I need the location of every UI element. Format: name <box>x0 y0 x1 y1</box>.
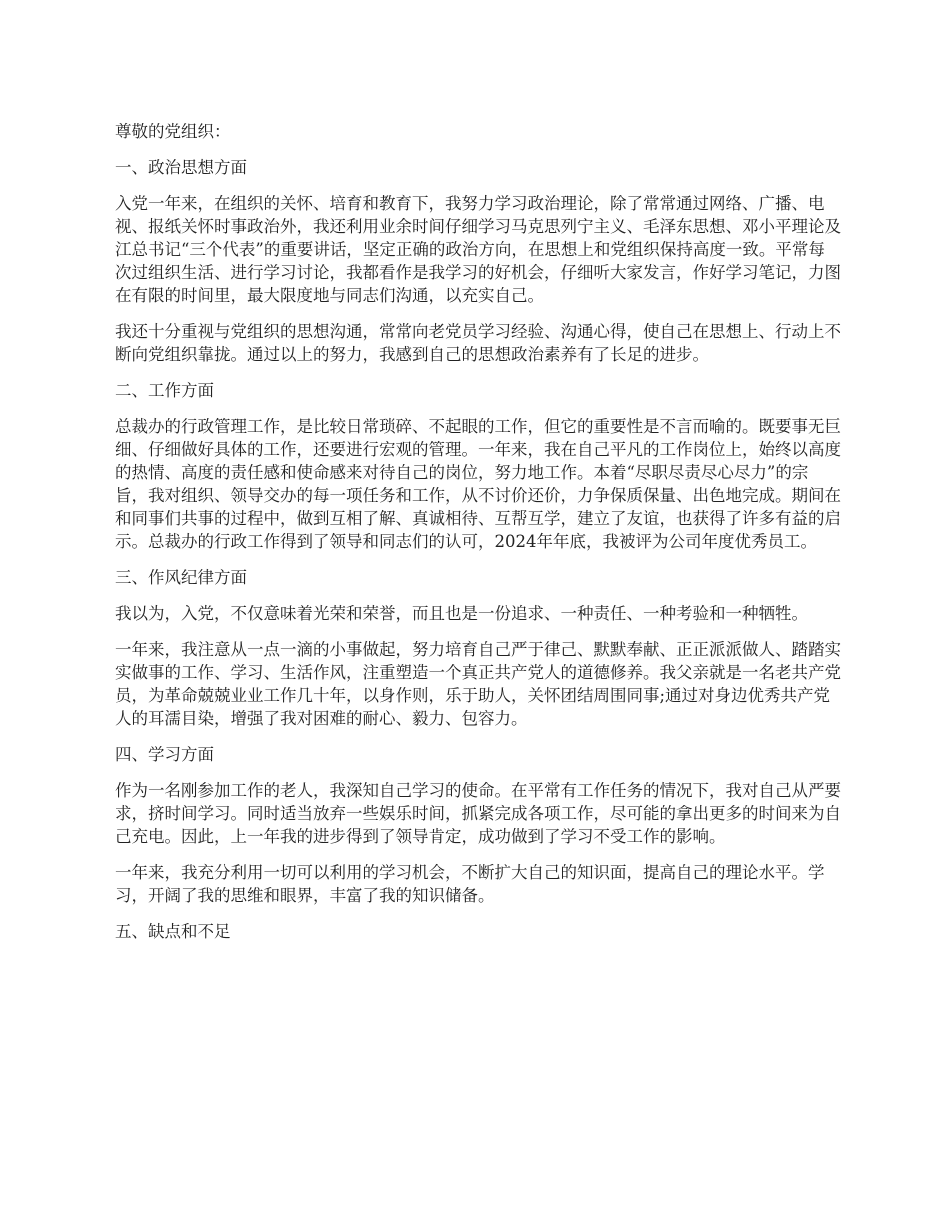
document-body <box>115 120 841 956</box>
section-heading-shortcomings: 五、缺点和不足 <box>115 922 231 941</box>
paragraph-discipline-1: 我以为，入党，不仅意味着光荣和荣誉，而且也是一份追求、一种责任、一种考验和一种牺牲。 <box>115 604 808 623</box>
paragraph-politics-1: 入党一年来，在组织的关怀、培育和教育下，我努力学习政治理论，除了常常通过网络、广播、电视、报纸关怀时事政治外，我还利用业余时间仔细学习马克思列宁主义、毛泽东思想、邓小平理论及江总书记“三个代表”的重要讲话，坚定正确的政治方向，在思想上和党组织保持高度一致。平常每次过组织生活、进行学习讨论，我都看作是我学习的好机会，仔细听大家发言，作好学习笔记，力图在有限的时间里，最大限度地与同志们沟通，以充实自己。 <box>115 194 841 305</box>
section-heading-politics: 一、政治思想方面 <box>115 158 247 177</box>
paragraph-study-1: 作为一名刚参加工作的老人，我深知自己学习的使命。在平常有工作任务的情况下，我对自己从严要求，挤时间学习。同时适当放弃一些娱乐时间，抓紧完成各项工作，尽可能的拿出更多的时间来为自己充电。因此，上一年我的进步得到了领导肯定，成功做到了学习不受工作的影响。 <box>115 781 841 846</box>
paragraph-study-2: 一年来，我充分利用一切可以利用的学习机会，不断扩大自己的知识面，提高自己的理论水平。学习，开阔了我的思维和眼界，丰富了我的知识储备。 <box>115 863 825 905</box>
salutation: 尊敬的党组织： <box>115 122 231 141</box>
section-heading-discipline: 三、作风纪律方面 <box>115 568 247 587</box>
paragraph-work-1: 总裁办的行政管理工作，是比较日常琐碎、不起眼的工作，但它的重要性是不言而喻的。既要事无巨细、仔细做好具体的工作，还要进行宏观的管理。一年来，我在自己平凡的工作岗位上，始终以高度的热情、高度的责任感和使命感来对待自己的岗位，努力地工作。本着“尽职尽责尽心尽力”的宗旨，我对组织、领导交办的每一项任务和工作，从不讨价还价，力争保质保量、出色地完成。期间在和同事们共事的过程中，做到互相了解、真诚相待、互帮互学，建立了友谊，也获得了许多有益的启示。总裁办的行政工作得到了领导和同志们的认可，2024年年底，我被评为公司年度优秀员工。 <box>115 417 841 551</box>
section-heading-work: 二、工作方面 <box>115 381 214 400</box>
paragraph-discipline-2: 一年来，我注意从一点一滴的小事做起，努力培育自己严于律己、默默奉献、正正派派做人、踏踏实实做事的工作、学习、生活作风，注重塑造一个真正共产党人的道德修养。我父亲就是一名老共产党员，为革命兢兢业业工作几十年，以身作则，乐于助人，关怀团结周围同事;通过对身边优秀共产党人的耳濡目染，增强了我对困难的耐心、毅力、包容力。 <box>115 640 841 728</box>
section-heading-study: 四、学习方面 <box>115 745 214 764</box>
paragraph-politics-2: 我还十分重视与党组织的思想沟通，常常向老党员学习经验、沟通心得，使自己在思想上、行动上不断向党组织靠拢。通过以上的努力，我感到自己的思想政治素养有了长足的进步。 <box>115 322 841 364</box>
